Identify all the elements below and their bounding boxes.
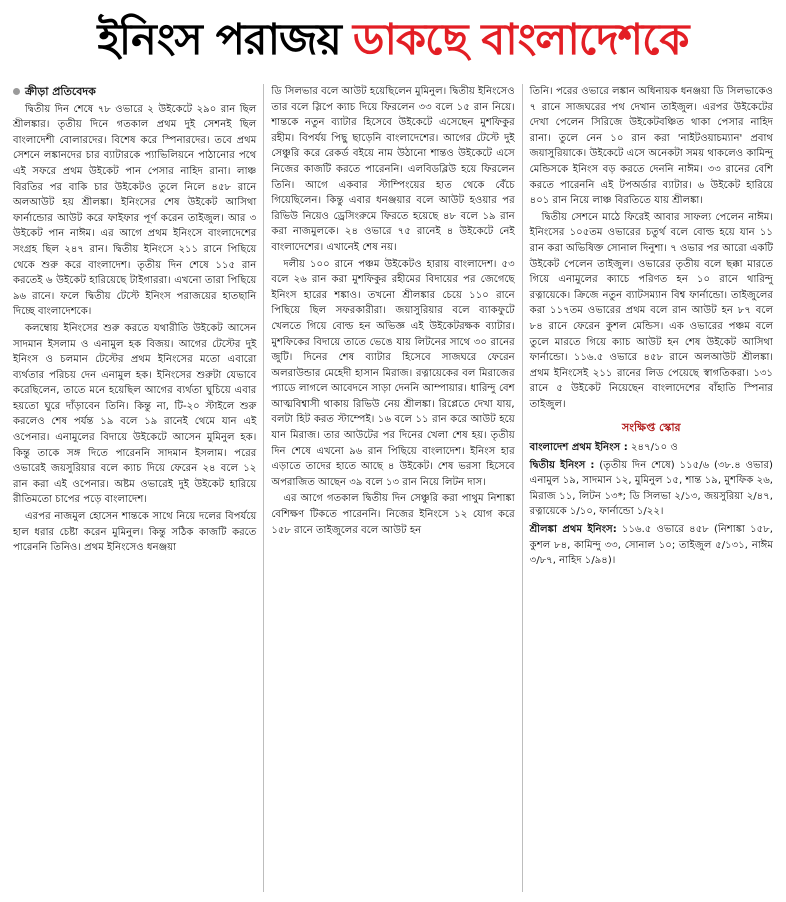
byline-text: ক্রীড়া প্রতিবেদক (25, 85, 96, 98)
scorecard-detail: ১১৬.৫ ওভারে ৪৫৮ (নিশাঙ্কা ১৫৮, কুশল ৮৪, কামিন্দু ৩৩, সোনাল ১০; তাইজুল ৫/১৩১, নাঈম ৩/৮৭, নাহিদ ১/৯৪)। (529, 524, 773, 567)
scorecard-team: দ্বিতীয় ইনিংস : (529, 459, 595, 471)
article-columns (6, 84, 780, 892)
paragraph: ডি সিলভার বলে আউট হয়েছিলেন মুমিনুল। দ্বিতীয় ইনিংসেও তার বলে স্লিপে ক্যাচ দিয়ে ফিরলেন ৩৩ বলে ১৫ রান নিয়ে। শান্তকে নতুন ব্যাটার হিসেবে উইকেটে এসেছেন মুশফিকুর রহীম। বিপর্যয় পিছু ছাড়েনি বাংলাদেশের। আগের টেস্টে দুই সেঞ্চুরি করে রেকর্ড বইয়ে নাম উঠানো শান্তও উইকেটে এসে নিজের কাজটি করতে পারেননি। এলবিডব্লিউ হয়ে ফিরলেন তিনি। আগে একবার স্টাম্পিংয়ের হাত থেকে বেঁচে গিয়েছিলেন। কিন্তু এবার ধনঞ্জয়ার বলে আউট হওয়ার পর রিভিউ নিয়েও ড্রেসিংরুমে ফিরতে হয়েছে ৪৮ বলে ১৯ রান করা নাজমুলকে। ২৪ ওভারে ৭৫ রানেই ৪ উইকেটে নেই বাংলাদেশের। এখানেই শেষ নয়। (271, 86, 515, 253)
scorecard-entry (530, 440, 773, 456)
scorecard-detail: ২৪৭/১০ ও (627, 442, 678, 454)
article-column-1 (6, 84, 263, 892)
paragraph: কলম্বোয় ইনিংসের শুরু করতে যথারীতি উইকেট আসেন সাদমান ইসলাম ও এনামুল হক বিজয়। আগের টেস্টের দুই ইনিংস ও চলমান টেস্টের প্রথম ইনিংসের মতো এবারো ব্যর্থতার পরিচয় দেন এনামুল হক। ইনিংসের শুরুটা যেভাবে করেছিলেন, তাতে মনে হয়েছিল আগের ব্যর্থতা ঘুচিয়ে এবার হয়তো ঘুরে দাঁড়াবেন তিনি। কিন্তু না, টি-২০ স্টাইলে শুরু করলেও শেষ পর্যন্ত ১৯ বলে ১৯ রানেই থেমে যান এই ওপেনার। এনামুলের বিদায়ে উইকেটে আসেন মুমিনুল হক। কিন্তু তাকে সঙ্গ দিতে পারেননি সাদমান ইসলাম। পরের ওভারেই জয়সুরিয়ার বলে ক্যাচ দিয়ে ফেরেন ২৪ বলে ১২ রান করা এই ওপেনার। অষ্টম ওভারেই দুই উইকেট হারিয়ে রীতিমতো চাপের পড়ে বাংলাদেশ। (13, 322, 257, 506)
scorecard-heading: সংক্ষিপ্ত স্কোর (622, 421, 681, 435)
paragraph: দ্বিতীয় দিন শেষে ৭৮ ওভারে ২ উইকেটে ২৯০ রান ছিল শ্রীলঙ্কার। তৃতীয় দিনে গতকাল প্রথম দুই সেশনই ছিল বাংলাদেশী বোলারদের। বিশেষ করে স্পিনারদের। তবে প্রথম সেশনে লঙ্কানদের চার ব্যাটারকে প্যাভিলিয়নে পাঠানোর পথে এই সফরে প্রথম উইকেট পান পেসার নাহিদ রানা। লাঞ্চ বিরতির পর বাকি চার উইকেটও তুলে নিলে ৪৫৮ রানে অলআউট হয় শ্রীলঙ্কা। ইনিংসের শেষ উইকেট আসিথা ফার্নান্ডোর আউট করে ফাইফার পূর্ণ করেন তাইজুল। আর ৩ উইকেট পান নাঈম। এর আগে প্রথম ইনিংসে বাংলাদেশের সংগ্রহ ছিল ২৪৭ রান। দ্বিতীয় ইনিংসে ২১১ রানে পিছিয়ে থেকে শুরু করে বাংলাদেশ। তৃতীয় দিন শেষে ১১৫ রান করতেই ৬ উইকেট হারিয়েছে টাইগাররা। এখনো তারা পিছিয়ে ৯৬ রানে। ফলে দ্বিতীয় টেস্টে ইনিংস পরাজয়ের হাতছানি দিচ্ছে বাংলাদেশকে। (13, 103, 257, 318)
paragraph: তিনি। পরের ওভারে লঙ্কান অধিনায়ক ধনঞ্জয়া ডি সিলভাকেও ৭ রানে সাজঘরের পথ দেখান তাইজুল। এরপর উইকেটের দেখা পেলেন সিরিজে উইকেটবঞ্চিত থাকা পেসার নাহিদ রানা। তুলে নেন ১০ রান করা 'নাইটওয়াচম্যান' প্রবাথ জয়াসুরিয়াকে। উইকেটে এসে অনেকটা সময় থাকলেও কামিন্দু মেন্ডিসকে ইনিংস বড় করতে দেননি নাঈম। ৩৩ রানের বেশি করতে পারেননি এই টপঅর্ডার ব্যাটার। ৬ উইকেট হারিয়ে ৪০১ রান নিয়ে লাঞ্চ বিরতিতে যায় শ্রীলঙ্কা। (529, 86, 773, 207)
byline (13, 84, 256, 100)
article-column-3 (522, 84, 780, 892)
bullet-icon (13, 88, 20, 95)
scorecard-team: বাংলাদেশ প্রথম ইনিংস : (529, 442, 628, 454)
paragraph: দলীয় ১০০ রানে পঞ্চম উইকেটও হারায় বাংলাদেশ। ৫৩ বলে ২৬ রান করা মুশফিকুর রহীমের বিদায়ের পর জেগেছে ইনিংস হারের শঙ্কাও। তখনো শ্রীলঙ্কার চেয়ে ১১০ রানে পিছিয়ে ছিল সফরকারীরা। জয়াসুরিয়ার বলে ব্যাকফুটে খেলতে গিয়ে বোল্ড হন অভিজ্ঞ এই উইকেটরক্ষক ব্যাটার। মুশফিকের বিদায়ে তাতে ভেঙে যায় লিটনের সাথে ৩০ রানের জুটি। দিনের শেষ ব্যাটার হিসেবে সাজঘরে ফেরেন অলরাউন্ডার মেহেদী হাসান মিরাজ। রত্নায়েকের বল মিরাজের প্যাডে লাগলে আবেদনে সাড়া দেননি আম্পায়ার। ধারিন্দু বেশ আত্মবিশ্বাসী থাকায় রিভিউ নেয় শ্রীলঙ্কা। রিপ্লেতে দেখা যায়, বলটা হিট করত স্টাম্পেই। ১৬ বলে ১১ রান করে আউট হয়ে যান মিরাজ। তার আউটের পর দিনের খেলা শেষ হয়। তৃতীয় দিন শেষে এখনো ৯৬ রান পিছিয়ে বাংলাদেশ। ইনিংস হার এড়াতে তাদের হাতে আছে ৪ উইকেট। শেষ ভরসা হিসেবে অপরাজিত আছেন ৩৯ বলে ১৩ রান নিয়ে লিটন দাস। (271, 258, 515, 488)
headline-part-red: ডাকছে বাংলাদেশকে (352, 14, 689, 65)
scorecard-entry (530, 458, 773, 520)
article-column-2 (263, 84, 521, 892)
headline-part-black: ইনিংস পরাজয় (97, 14, 341, 65)
paragraph: এরপর নাজমুল হোসেন শান্তকে সাথে নিয়ে দলের বিপর্যয়ে হাল ধরার চেষ্টা করেন মুমিনুল। কিন্তু সঠিক কাজটি করতে পারেননি তিনিও। প্রথম ইনিংসেও ধনঞ্জয়া (13, 511, 257, 554)
scorecard-team: শ্রীলঙ্কা প্রথম ইনিংস: (529, 524, 617, 536)
scorecard (530, 440, 773, 569)
headline (6, 0, 780, 80)
scorecard-detail: (তৃতীয় দিন শেষে) ১১৫/৬ (৩৮.৪ ওভার) এনামুল ১৯, সাদমান ১২, মুমিনুল ১৫, শান্ত ১৯, মুশফিক ২৬, মিরাজ ১১, লিটন ১৩*; ডি সিলভা ২/১৩, জয়সুরিয়া ২/৪৭, রত্নায়েকে ১/১০, ফার্নান্ডো ১/২২। (529, 459, 773, 518)
paragraph: এর আগে গতকাল দ্বিতীয় দিন সেঞ্চুরি করা পাথুম নিশাঙ্কা বেশিক্ষণ টিকতে পারেননি। নিজের ইনিংসে ১২ যোগ করে ১৫৮ রানে তাইজুলের বলে আউট হন (271, 493, 515, 536)
paragraph: দ্বিতীয় সেশনে মাঠে ফিরেই আবার সাফল্য পেলেন নাঈম। ইনিংসের ১০৫তম ওভারের চতুর্থ বলে বোল্ড হয়ে যান ১১ রান করা অভিষিক্ত সোনাল দিনুশা। ৭ ওভার পর আরো একটি উইকেট পেলেন তাইজুল। ওভারের তৃতীয় বলে ছক্কা মারতে গিয়ে এনামুলের ক্যাচে পরিণত হন ১০ রানে থারিন্দু রত্নায়েকে। ক্রিজে নতুন ব্যাটসম্যান বিশ্ব ফার্নান্ডো। তাইজুলের করা ১১৭তম ওভারের প্রথম বলে রান আউট হন ৮৭ বলে ৮৪ রানে ফেরেন কুশল মেন্ডিস। এক ওভারের পঞ্চম বলে তুলে মারতে গিয়ে ক্যাচ আউট হন শেষ উইকেট আসিথা ফার্নান্ডো। ১১৬.৫ ওভারে ৪৫৮ রানে অলআউট শ্রীলঙ্কা। প্রথম ইনিংসেই ২১১ রানের লিড পেয়েছে স্বাগতিকরা। ১৩১ রানে ৫ উইকেট নিয়েছেন বাংলাদেশের বাঁহাতি স্পিনার তাইজুল। (529, 211, 773, 410)
scorecard-entry (530, 522, 773, 569)
